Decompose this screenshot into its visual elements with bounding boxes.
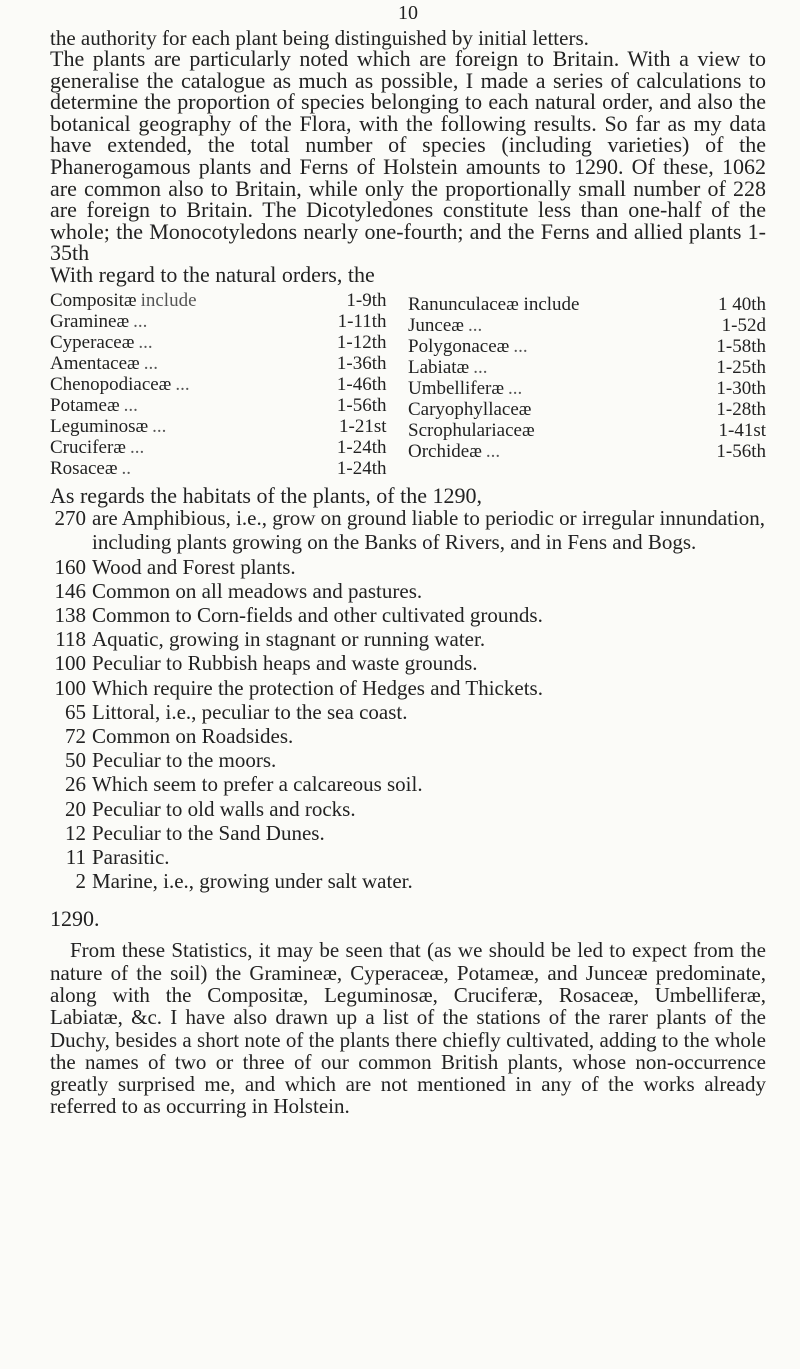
orders-left-column bbox=[50, 290, 387, 479]
list-item: 26 Which seem to prefer a calcareous soil. bbox=[65, 772, 423, 797]
order-row: Gramineæ ... 1-11th bbox=[50, 310, 387, 332]
order-row: Leguminosæ ... 1-21st bbox=[50, 415, 387, 437]
list-item: 160 Wood and Forest plants. bbox=[54, 554, 296, 579]
page-number: 10 bbox=[398, 2, 418, 24]
list-item: 20 Peculiar to old walls and rocks. bbox=[65, 796, 356, 821]
order-row: Labiatæ ... 1-25th bbox=[408, 356, 766, 378]
order-row: Ranunculaceæ include 1 40th bbox=[408, 293, 766, 315]
habitats-total: 1290. bbox=[50, 906, 100, 932]
order-row: Cruciferæ ... 1-24th bbox=[50, 436, 387, 458]
list-item: 12 Peculiar to the Sand Dunes. bbox=[65, 820, 325, 845]
order-row: Compositæ include 1-9th bbox=[50, 289, 387, 311]
orders-intro: With regard to the natural orders, the bbox=[50, 261, 375, 287]
order-row: Umbelliferæ ... 1-30th bbox=[408, 377, 766, 399]
habitats-intro: As regards the habitats of the plants, of the 1290, bbox=[50, 482, 482, 508]
list-item: 146 Common on all meadows and pastures. bbox=[54, 578, 423, 603]
order-row: Orchideæ ... 1-56th bbox=[408, 440, 766, 462]
list-item: 2 Marine, i.e., growing under salt water. bbox=[75, 869, 413, 894]
order-row: Rosaceæ .. 1-24th bbox=[50, 457, 387, 479]
order-row: Cyperaceæ ... 1-12th bbox=[50, 331, 387, 353]
list-item: 138 Common to Corn-fields and other cultivated grounds. bbox=[54, 602, 543, 627]
list-item: 11 Parasitic. bbox=[65, 844, 170, 869]
order-row: Chenopodiaceæ ... 1-46th bbox=[50, 373, 387, 395]
list-item: 50 Peculiar to the moors. bbox=[65, 748, 277, 773]
list-item: 100 Which require the protection of Hedges and Thickets. bbox=[54, 675, 543, 700]
order-row: Amentaceæ ... 1-36th bbox=[50, 352, 387, 374]
list-item: 100 Peculiar to Rubbish heaps and waste grounds. bbox=[54, 651, 478, 676]
order-row: Scrophulariaceæ 1-41st bbox=[408, 419, 766, 441]
order-row: Caryophyllaceæ 1-28th bbox=[408, 398, 766, 420]
orders-right-column bbox=[408, 290, 766, 479]
list-item: 118 Aquatic, growing in stagnant or running water. bbox=[55, 627, 486, 652]
habitats-list bbox=[50, 506, 766, 893]
intro-overlay-line: the authority for each plant being distinguished by initial letters. bbox=[50, 26, 589, 50]
natural-orders-table bbox=[50, 290, 766, 479]
list-item: 72 Common on Roadsides. bbox=[65, 723, 294, 748]
order-row: Junceæ ... 1-52d bbox=[408, 314, 766, 336]
intro-paragraph: The plants are particularly noted which are foreign to Britain. With a view to generalise the catalogue as much as possible, I made a series of calculations to determine the proportion of species belonging to each natural order, and also the botanical geography of the Flora, with the following results. So far as my data have extended, the total number of species (including varieties) of the Phanerogamous plants and Ferns of Holstein amounts to 1290. Of these, 1062 are common also to Britain, while only the proportionally small number of 228 are foreign to Britain. The Dicotyledones constitute less than one-half of the whole; the Monocotyledons nearly one-fourth; and the Ferns and allied plants 1-35th bbox=[50, 46, 766, 266]
list-item: 65 Littoral, i.e., peculiar to the sea coast. bbox=[65, 699, 408, 724]
list-item: 270 are Amphibious, i.e., grow on ground liable to periodic or irregular innundation, including plants growing on the Banks of Rivers, and in Fens and Bogs. bbox=[54, 506, 766, 555]
order-row: Potameæ ... 1-56th bbox=[50, 394, 387, 416]
closing-paragraph: From these Statistics, it may be seen that (as we should be led to expect from the nature of the soil) the Gramineæ, Cyperaceæ, Potameæ, and Junceæ predominate, along with the Compositæ, Leguminosæ, Cruciferæ, Rosaceæ, Umbelliferæ, Labiatæ, &c. I have also drawn up a list of the stations of the rarer plants of the Duchy, besides a short note of the plants there chiefly cultivated, adding to the whole the names of two or three of our common British plants, whose non-occurrence greatly surprised me, and which are not mentioned in any of the works already referred to as occurring in Holstein. bbox=[50, 938, 766, 1119]
order-row: Polygonaceæ ... 1-58th bbox=[408, 335, 766, 357]
